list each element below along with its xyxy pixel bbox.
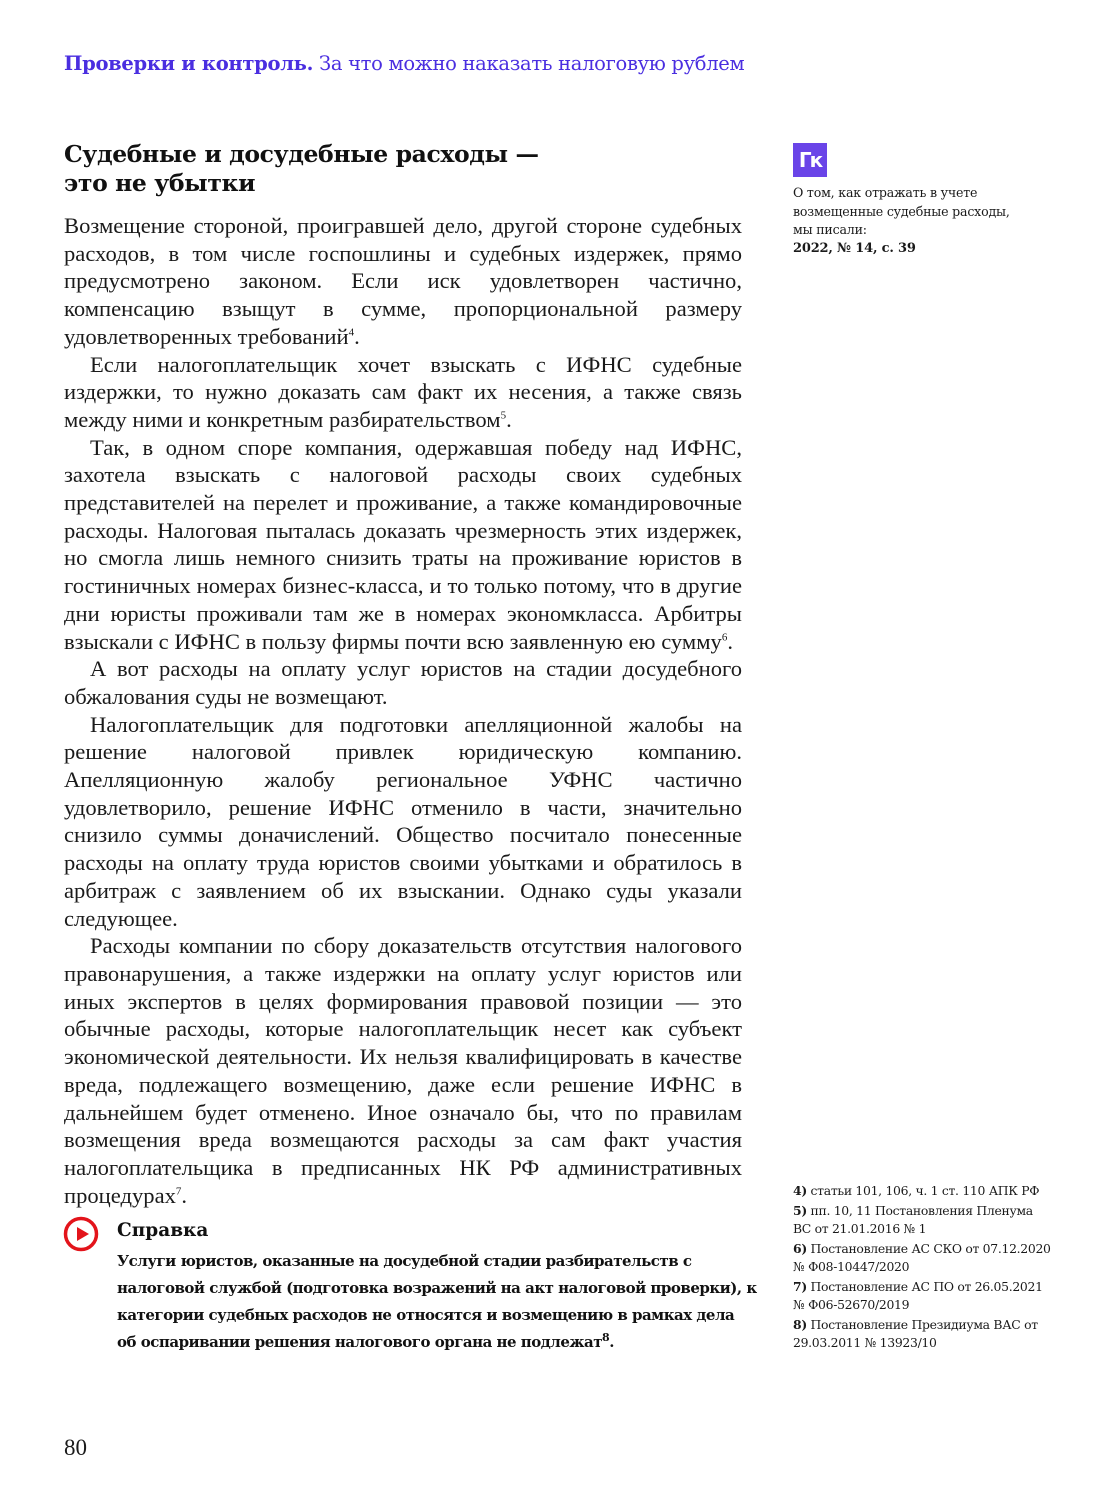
article-heading [64,140,764,198]
footnote-ref[interactable]: 7 [175,1185,182,1198]
heading-line-2: это не убытки [64,169,256,197]
paragraph: Если налогоплательщик хочет взыскать с ИФНС судебные издержки, то нужно доказать сам факт их несения, а также связь между ними и конкретным разбирательством$^5$. [64,351,742,432]
paragraph: Расходы компании по сбору доказательств отсутствия налогового правонарушения, а также издержки на оплату услуг юристов или иных экспертов в целях формирования правовой позиции — это обычные расходы, которые налогоплательщик несет как субъект экономической деятельности. Их нельзя квалифицировать в качестве вреда, подлежащего возмещению, даже если решение ИФНС в дальнейшем будет отменено. Иное означало бы, что по правилам возмещения вреда возмещаются расходы за сам факт участия налогоплательщика в предписанных НК РФ административных процедурах$^7$. [64,933,742,1208]
footnote-ref[interactable]: 4 [348,326,355,339]
paragraph: А вот расходы на оплату услуг юристов на стадии досудебного обжалования суды не возмещают. [64,656,742,709]
gk-logo-icon: Гк [793,143,827,177]
article-subtitle: За что можно наказать налоговую рублем [319,52,745,75]
footnotes [793,1182,1053,1354]
reference-box-text: Услуги юристов, оказанные на досудебной стадии разбирательств с налоговой службой (подготовка возражений на акт налоговой проверки), к категории судебных расходов не относятся и возмещению в рамках дела об оспаривании решения налогового органа не подлежат$^8$. [117,1252,757,1351]
heading-line-1: Судебные и досудебные расходы — [64,140,539,168]
footnote-ref[interactable]: 8 [602,1331,610,1344]
sidebar-reference-link[interactable]: 2022, № 14, с. 39 [793,240,916,256]
paragraph: Налогоплательщик для подготовки апелляционной жалобы на решение налоговой привлек юридическую компанию. Апелляционную жалобу региональное УФНС частично удовлетворило, решение ИФНС отменило в части, значительно снизило суммы доначислений. Общество посчитало понесенные расходы на оплату труда юристов своими убытками и обратилось в арбитраж с заявлением об их взыскании. Однако суды указали следующее. [64,711,742,931]
paragraph: Возмещение стороной, проигравшей дело, другой стороне судебных расходов, в том числе госпошлины и судебных издержек, прямо предусмотрено законом. Если иск удовлетворен частично, компенсацию взыщут в сумме, пропорциональной размеру удовлетворенных требований$^4$. [64,213,742,349]
article-body [64,212,742,1209]
page-number: 80 [64,1435,87,1460]
play-circle-icon [63,1216,99,1252]
paragraph: Так, в одном споре компания, одержавшая победу над ИФНС, захотела взыскать с налоговой расходы своих судебных представителей на перелет и проживание, а также командировочные расходы. Налоговая пыталась доказать чрезмерность этих издержек, но смогла лишь немного снизить траты на проживание юристов в гостиничных номерах бизнес-класса, и то только потому, что в другие дни юристы проживали там же в номерах экономкласса. Арбитры взыскали с ИФНС в пользу фирмы почти всю заявленную ею сумму$^6$. [64,434,742,654]
footnote-item: 6) Постановление АС СКО от 07.12.2020 № Ф08-10447/2020 [793,1241,1051,1274]
footnote-ref[interactable]: 6 [721,631,728,644]
footnote-item: 8) Постановление Президиума ВАС от 29.03.2011 № 13923/10 [793,1317,1038,1350]
footnote-ref[interactable]: 5 [500,409,507,422]
running-header [64,52,744,75]
sidebar-note-text: О том, как отражать в учете возмещенные судебные расходы, мы писали: [793,185,1010,237]
section-name: Проверки и контроль. [64,52,314,75]
reference-box-title: Справка [117,1220,209,1241]
footnote-item: 4) статьи 101, 106, ч. 1 ст. 110 АПК РФ [793,1183,1040,1198]
sidebar-note [793,184,1013,258]
footnote-item: 7) Постановление АС ПО от 26.05.2021 № Ф06-52670/2019 [793,1279,1043,1312]
footnote-item: 5) пп. 10, 11 Постановления Пленума ВС от 21.01.2016 № 1 [793,1203,1033,1236]
